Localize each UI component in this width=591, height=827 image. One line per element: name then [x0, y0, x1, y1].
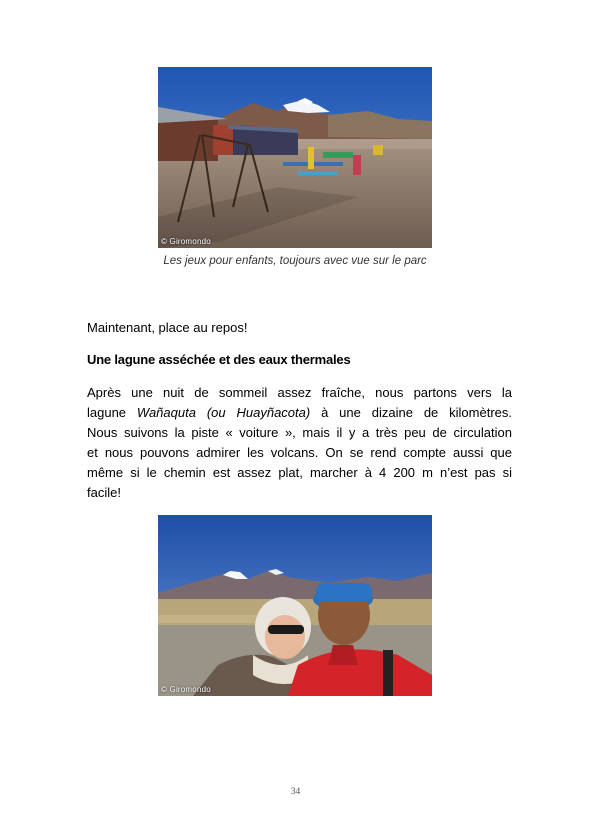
photo-credit: © Giromondo	[161, 685, 211, 694]
photo-credit: © Giromondo	[161, 237, 211, 246]
selfie-photo-image	[158, 515, 432, 696]
paragraph-text: à une dizaine de kilomètres.	[310, 405, 513, 420]
paragraph-line: et nous pouvons admirer les volcans. On se rend compte aussi que	[87, 445, 512, 460]
selfie-photo	[158, 515, 432, 696]
playground-photo	[158, 67, 432, 248]
paragraph-line	[87, 403, 512, 423]
paragraph-line: facile!	[87, 485, 121, 500]
paragraph-italic-name: Wañaquta (ou Huayñacota)	[136, 405, 311, 420]
paragraph-line: même si le chemin est assez plat, marcher à 4 200 m n’est pas si	[87, 465, 512, 480]
paragraph-line: Nous suivons la piste « voiture », mais il y a très peu de circulation	[87, 425, 512, 440]
page-number: 34	[290, 787, 301, 797]
intro-line: Maintenant, place au repos!	[87, 320, 248, 335]
paragraph-text: lagune	[87, 405, 137, 420]
paragraph-line: Après une nuit de sommeil assez fraîche, nous partons vers la	[87, 385, 512, 400]
photo-caption: Les jeux pour enfants, toujours avec vue sur le parc	[163, 255, 427, 267]
body-paragraph	[87, 383, 512, 503]
section-heading: Une lagune asséchée et des eaux thermales	[87, 352, 351, 367]
playground-photo-image	[158, 67, 432, 248]
